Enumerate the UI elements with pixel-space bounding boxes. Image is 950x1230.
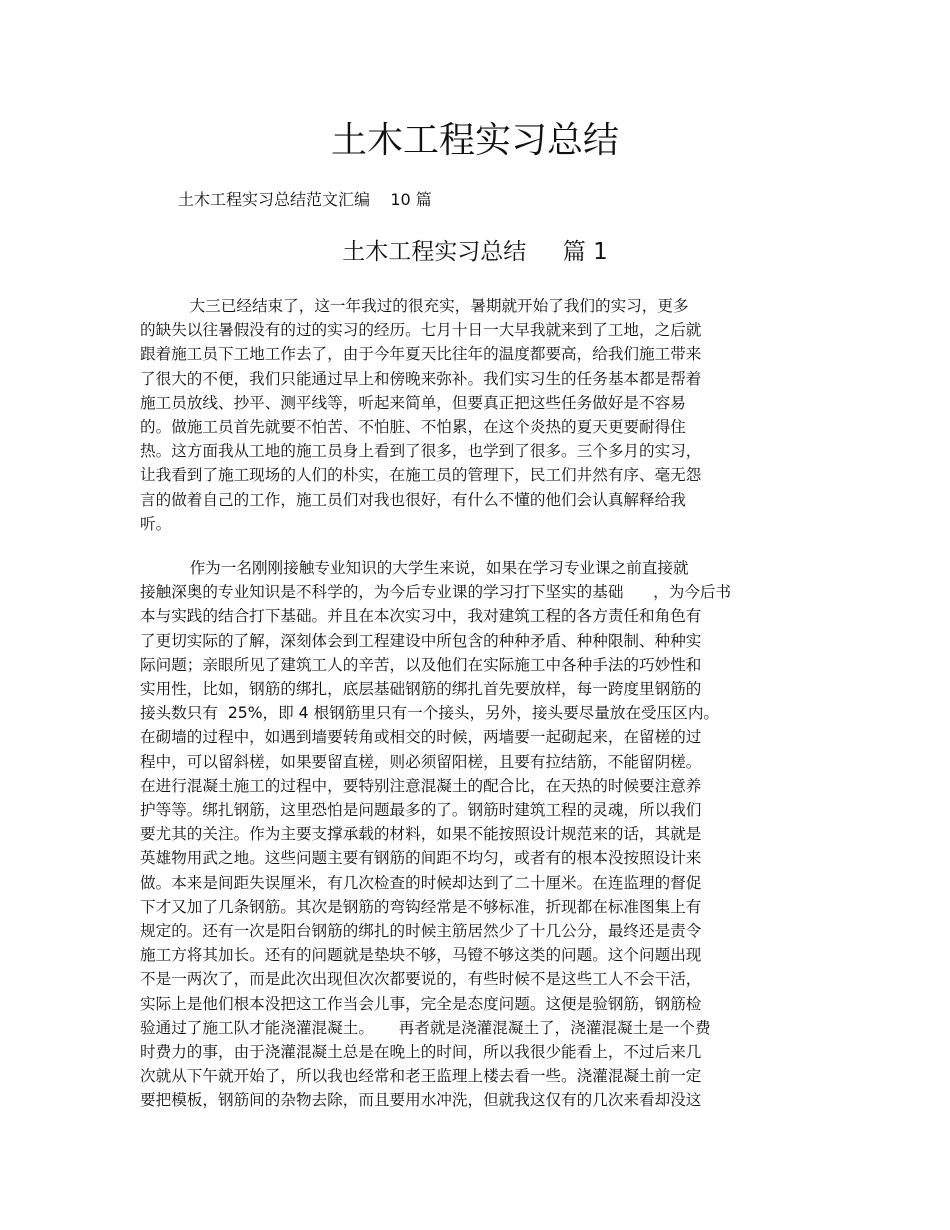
text-line: 接头数只有 25%，即 4 根钢筋里只有一个接头，另外，接头要尽量放在受压区内。 — [140, 704, 720, 723]
text-line: 护等等。绑扎钢筋，这里恐怕是问题最多的了。钢筋时建筑工程的灵魂，所以我们 — [140, 801, 702, 820]
text-line: 验通过了施工队才能浇灌混凝土。 再者就是浇灌混凝土了，浇灌混凝土是一个费 — [140, 1018, 711, 1037]
text-line: 在进行混凝土施工的过程中，要特别注意混凝土的配合比，在天热的时候要注意养 — [140, 776, 702, 795]
text-line: 程中，可以留斜槎，如果要留直槎，则必须留阳槎，且要有拉结筋，不能留阴槎。 — [140, 752, 702, 771]
text-line: 规定的。还有一次是阳台钢筋的绑扎的时候主筋居然少了十几公分，最终还是责令 — [140, 922, 702, 941]
text-line: 次就从下午就开始了，所以我也经常和老王监理上楼去看一些。浇灌混凝土前一定 — [140, 1067, 702, 1086]
text-line: 言的做着自己的工作，施工员们对我也很好，有什么不懂的他们会认真解释给我 — [140, 490, 686, 509]
text-line: 接触深奥的专业知识是不科学的，为今后专业课的学习打下坚实的基础 ，为今后书 — [140, 583, 732, 602]
text-line: 作为一名刚刚接触专业知识的大学生来说，如果在学习专业课之前直接就 — [140, 559, 689, 577]
text-line: 在砌墙的过程中，如遇到墙要转角或相交的时候，两墙要一起砌起来，在留槎的过 — [140, 728, 702, 747]
text-line: 时费力的事，由于浇灌混凝土总是在晚上的时间，所以我很少能看上，不过后来几 — [140, 1043, 702, 1062]
text-line: 做。本来是间距失误厘米，有几次检查的时候却达到了二十厘米。在连监理的督促 — [140, 873, 702, 892]
text-line: 跟着施工员下工地工作去了，由于今年夏天比往年的温度都要高，给我们施工带来 — [140, 345, 702, 364]
text-line: 了很大的不便，我们只能通过早上和傍晚来弥补。我们实习生的任务基本都是帮着 — [140, 369, 702, 388]
paragraph-1 — [140, 294, 701, 536]
text-line: 听。 — [140, 514, 172, 533]
text-line: 施工方将其加长。还有的问题就是垫块不够，马镫不够这类的问题。这个问题出现 — [140, 946, 702, 965]
document-title: 土木工程实习总结 — [330, 120, 619, 161]
text-line: 实际上是他们根本没把这工作当会儿事，完全是态度问题。这便是验钢筋，钢筋检 — [140, 994, 702, 1013]
text-line: 施工员放线、抄平、测平线等，听起来简单，但要真正把这些任务做好是不容易 — [140, 393, 686, 412]
text-line: 热。这方面我从工地的施工员身上看到了很多，也学到了很多。三个多月的实习， — [140, 442, 702, 461]
text-line: 英雄物用武之地。这些问题主要有钢筋的间距不均匀，或者有的根本没按照设计来 — [140, 849, 702, 868]
text-line: 下才又加了几条钢筋。其次是钢筋的弯钩经常是不够标准，折现都在标准图集上有 — [140, 897, 702, 916]
text-line: 的。做施工员首先就要不怕苦、不怕脏、不怕累，在这个炎热的夏天更要耐得住 — [140, 418, 686, 437]
section-heading: 土木工程实习总结 篇 1 — [342, 239, 608, 265]
text-line: 的缺失以往暑假没有的过的实习的经历。七月十日一大早我就来到了工地，之后就 — [140, 321, 702, 340]
text-line: 际问题；亲眼所见了建筑工人的辛苦，以及他们在实际施工中各种手法的巧妙性和 — [140, 655, 702, 674]
paragraph-2 — [140, 556, 731, 1113]
text-line: 让我看到了施工现场的人们的朴实，在施工员的管理下，民工们井然有序、毫无怨 — [140, 466, 702, 485]
text-line: 要把模板，钢筋间的杂物去除，而且要用水冲洗，但就我这仅有的几次来看却没这 — [140, 1091, 702, 1110]
text-line: 大三已经结束了，这一年我过的很充实，暑期就开始了我们的实习，更多 — [140, 297, 689, 315]
text-line: 要尤其的关注。作为主要支撑承载的材料，如果不能按照设计规范来的话，其就是 — [140, 825, 702, 844]
text-line: 不是一两次了，而是此次出现但次次都要说的，有些时候不是这些工人不会干活， — [140, 970, 702, 989]
text-line: 本与实践的结合打下基础。并且在本次实习中，我对建筑工程的各方责任和角色有 — [140, 607, 702, 626]
text-line: 实用性，比如，钢筋的绑扎，底层基础钢筋的绑扎首先要放样，每一跨度里钢筋的 — [140, 680, 702, 699]
document-subtitle: 土木工程实习总结范文汇编 10 篇 — [178, 190, 432, 209]
text-line: 了更切实际的了解，深刻体会到工程建设中所包含的种种矛盾、种种限制、种种实 — [140, 631, 702, 650]
